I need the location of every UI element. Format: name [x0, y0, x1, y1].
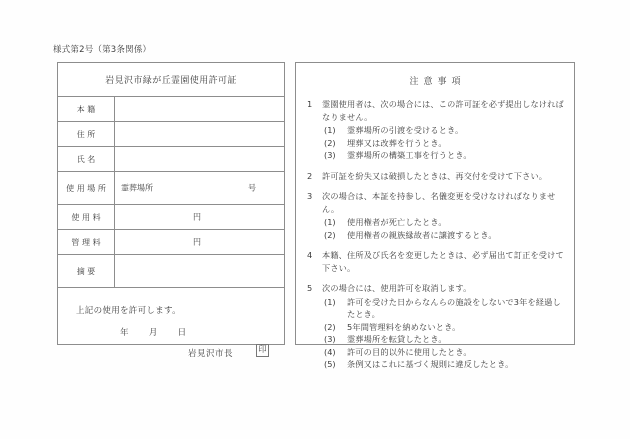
- note-item: [307, 190, 565, 241]
- permit-statement: 上記の使用を許可します。: [76, 306, 181, 316]
- note-subitem-text: 5年間管理料を納めないとき。: [347, 321, 461, 332]
- note-subitem: [307, 137, 565, 150]
- row-value-management-fee[interactable]: [115, 230, 284, 254]
- row-value-address[interactable]: [115, 122, 284, 146]
- seal-stamp-box: 印: [256, 344, 269, 357]
- note-subitem-number: (5): [324, 359, 336, 369]
- note-subitem: [307, 321, 565, 334]
- notes-box: [295, 62, 575, 369]
- row-label-remarks: 摘要: [58, 255, 115, 287]
- note-subitem: [307, 346, 565, 359]
- note-head: [307, 249, 565, 274]
- row-label-name: 氏名: [58, 147, 115, 171]
- row-label-address: 住所: [58, 122, 115, 146]
- note-subitem-number: (2): [324, 137, 336, 148]
- row-value-use-place[interactable]: [115, 172, 284, 204]
- date-year-label: 年: [120, 328, 129, 338]
- notes-title: 注意事項: [409, 77, 466, 87]
- permit-date-line: [120, 326, 186, 338]
- note-number: 1: [307, 99, 313, 109]
- table-row-usage-fee: [58, 205, 284, 230]
- row-value-name[interactable]: [115, 147, 284, 171]
- note-subitem-number: (3): [324, 150, 336, 160]
- note-item: [307, 98, 565, 162]
- note-sublist: [307, 124, 565, 162]
- table-row-use-place: [58, 172, 284, 205]
- use-place-text: 霊葬場所: [121, 183, 153, 193]
- note-head: [307, 190, 565, 215]
- table-row-management-fee: [58, 230, 284, 255]
- row-value-remarks[interactable]: [115, 255, 284, 287]
- note-subitem-text: 条例又はこれに基づく規則に違反したとき。: [347, 359, 514, 369]
- note-subitem-number: (4): [324, 346, 336, 357]
- note-subitem-text: 使用権者が死亡したとき。: [347, 217, 447, 227]
- note-subitem-text: 霊葬場所の引渡を受けるとき。: [347, 125, 464, 135]
- note-subitem-text: 使用権者の親族縁故者に譲渡するとき。: [347, 229, 497, 240]
- row-value-usage-fee[interactable]: [115, 205, 284, 229]
- permit-certificate-box: [57, 62, 285, 359]
- note-sublist: [307, 216, 565, 241]
- table-row-honseki: [58, 97, 284, 122]
- note-number: 3: [307, 191, 313, 201]
- note-subitem-text: 許可の目的以外に使用したとき。: [347, 346, 472, 357]
- notes-list: [296, 98, 574, 371]
- row-value-honseki[interactable]: [115, 97, 284, 121]
- note-subitem-text: 霊葬場所の構築工事を行うとき。: [347, 150, 472, 160]
- note-text: 霊園使用者は、次の場合には、この許可証を必ず提出しなければなりません。: [322, 99, 564, 122]
- note-subitem-number: (2): [324, 229, 336, 240]
- note-number: 2: [307, 170, 313, 181]
- form-number: 様式第2号（第3条関係）: [53, 45, 152, 55]
- note-item: [307, 249, 565, 274]
- note-subitem: [307, 149, 565, 162]
- note-subitem: [307, 358, 565, 371]
- date-day-label: 日: [177, 328, 187, 338]
- note-subitem-number: (1): [324, 125, 336, 135]
- table-row-name: [58, 147, 284, 172]
- note-subitem-number: (3): [324, 334, 336, 344]
- note-subitem-text: 許可を受けた日からなんらの施設をしないで3年を経過したとき。: [347, 296, 561, 319]
- use-place-number-unit: 号: [248, 183, 256, 193]
- note-number: 4: [307, 250, 313, 260]
- permit-title: 岩見沢市緑が丘霊園使用許可証: [58, 63, 284, 97]
- note-subitem-text: 埋葬又は改葬を行うとき。: [347, 137, 447, 148]
- row-label-usage-fee: 使用料: [58, 205, 115, 229]
- usage-fee-unit: 円: [193, 212, 201, 222]
- note-subitem-number: (1): [324, 296, 336, 307]
- note-item: [307, 282, 565, 371]
- date-month-label: 月: [148, 328, 158, 338]
- row-label-use-place: 使用場所: [58, 172, 115, 204]
- table-row-address: [58, 122, 284, 147]
- permit-footer: [58, 288, 284, 371]
- note-head: [307, 282, 565, 295]
- note-head: [307, 98, 565, 123]
- row-label-management-fee: 管理料: [58, 230, 115, 254]
- table-row-remarks: [58, 255, 284, 288]
- note-subitem: [307, 216, 565, 229]
- note-text: 次の場合には、使用許可を取消します。: [322, 283, 472, 293]
- note-text: 本籍、住所及び氏名を変更したときは、必ず届出て訂正を受けて下さい。: [322, 250, 564, 273]
- note-number: 5: [307, 283, 313, 293]
- row-label-honseki: 本籍: [58, 97, 115, 121]
- note-head: [307, 170, 565, 183]
- note-subitem: [307, 124, 565, 137]
- note-text: 次の場合は、本証を持参し、名儀変更を受けなければなりません。: [322, 191, 556, 214]
- note-subitem-text: 霊葬場所を転貸したとき。: [347, 334, 447, 344]
- note-sublist: [307, 296, 565, 371]
- management-fee-unit: 円: [193, 237, 201, 247]
- note-subitem-number: (2): [324, 321, 336, 332]
- note-subitem: [307, 333, 565, 346]
- note-subitem: [307, 229, 565, 242]
- issuer-name: 岩見沢市長: [188, 349, 234, 359]
- note-subitem: [307, 296, 565, 321]
- note-text: 許可証を紛失又は破損したときは、再交付を受けて下さい。: [322, 170, 548, 181]
- note-item: [307, 170, 565, 183]
- note-subitem-number: (1): [324, 217, 336, 227]
